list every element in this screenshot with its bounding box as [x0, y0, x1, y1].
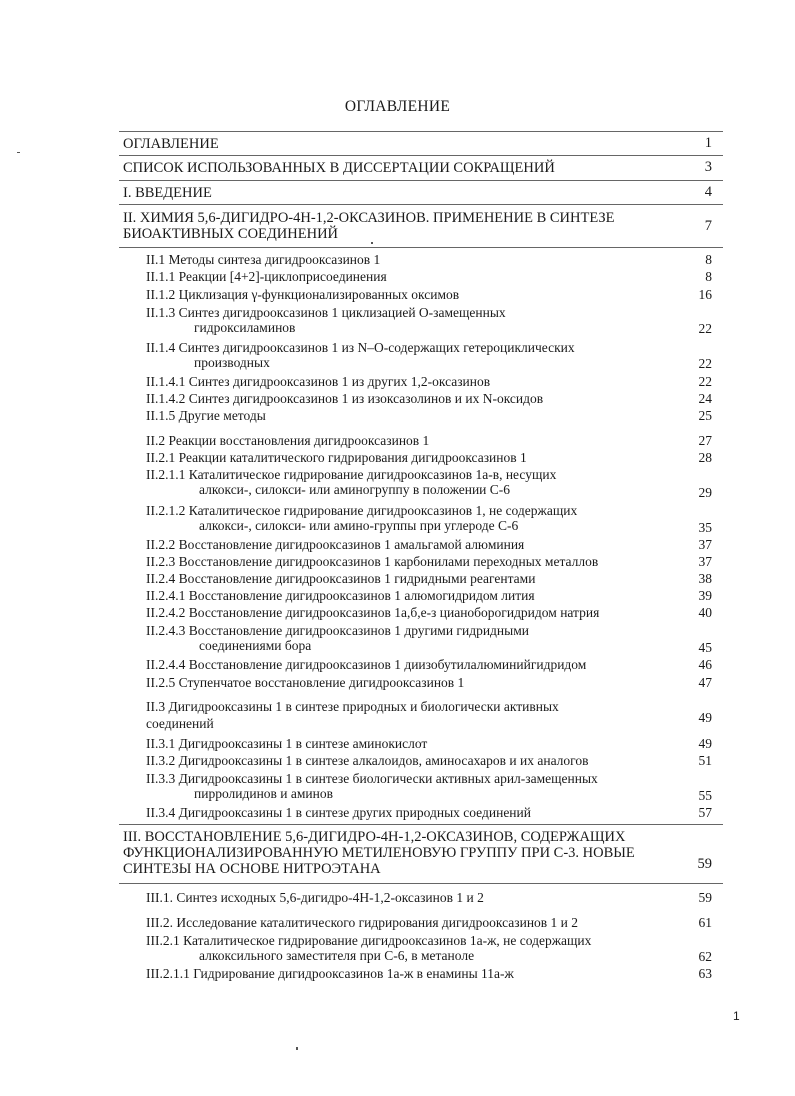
toc-entry[interactable]: [146, 554, 598, 569]
toc-entry[interactable]: [146, 269, 387, 284]
toc-entry-page: 59: [697, 856, 712, 872]
toc-entry-page: 40: [698, 605, 712, 620]
toc-entry[interactable]: [146, 623, 529, 653]
toc-entry-page: 3: [704, 159, 712, 175]
toc-entry-page: 8: [705, 269, 712, 284]
toc-entry-title-cont: производных: [194, 355, 270, 370]
toc-entry-title: II.2.3 Восстановление дигидрооксазинов 1 карбонилами переходных металлов: [146, 554, 599, 569]
toc-entry-title: II.2.2 Восстановление дигидрооксазинов 1 амальгамой алюминия: [146, 537, 525, 552]
toc-entry-title: II.2.4.4 Восстановление дигидрооксазинов 1 диизобутилалюминийгидридом: [146, 657, 587, 672]
toc-entry-title: I. ВВЕДЕНИЕ: [123, 185, 212, 201]
toc-entry-page: 16: [698, 287, 712, 302]
toc-entry-title: II. ХИМИЯ 5,6-ДИГИДРО-4H-1,2-ОКСАЗИНОВ. ПРИМЕНЕНИЕ В СИНТЕЗЕ: [123, 210, 615, 226]
toc-entry-title: СПИСОК ИСПОЛЬЗОВАННЫХ В ДИССЕРТАЦИИ СОКРАЩЕНИЙ: [123, 160, 555, 176]
toc-entry-page: 51: [698, 753, 712, 768]
scan-speck: [17, 152, 20, 153]
toc-entry[interactable]: [146, 374, 490, 389]
divider: [119, 180, 723, 181]
toc-entry[interactable]: [146, 571, 535, 586]
toc-entry-page: 22: [698, 321, 712, 336]
toc-entry[interactable]: [146, 450, 527, 465]
divider: [119, 155, 723, 156]
toc-entry[interactable]: [146, 771, 598, 801]
toc-entry[interactable]: [146, 503, 577, 533]
toc-entry[interactable]: [123, 829, 635, 877]
toc-entry-title: II.2.4.3 Восстановление дигидрооксазинов 1 другими гидридными: [146, 623, 529, 638]
page-number: 1: [733, 1009, 740, 1023]
toc-entry[interactable]: [146, 915, 578, 930]
toc-entry-title: ОГЛАВЛЕНИЕ: [123, 136, 219, 152]
toc-entry-page: 24: [698, 391, 712, 406]
toc-entry-page: 7: [704, 218, 712, 234]
toc-entry-title: III.1. Синтез исходных 5,6-дигидро-4H-1,2-оксазинов 1 и 2: [146, 890, 484, 905]
toc-entry-title-cont: алкоксильного заместителя при С-6, в метаноле: [199, 948, 475, 963]
toc-entry-title: II.2.1.1 Каталитическое гидрирование дигидрооксазинов 1а-в, несущих: [146, 467, 557, 482]
toc-entry-page: 29: [698, 485, 712, 500]
toc-entry[interactable]: [123, 160, 555, 176]
toc-entry-page: 27: [698, 433, 712, 448]
toc-entry-title: II.3 Дигидрооксазины 1 в синтезе природных и биологически активных: [146, 699, 559, 714]
toc-entry[interactable]: [146, 391, 543, 406]
toc-entry-page: 28: [698, 450, 712, 465]
toc-entry-page: 4: [704, 184, 712, 200]
toc-entry-title: II.1.1 Реакции [4+2]-циклоприсоединения: [146, 269, 387, 284]
toc-entry-page: 8: [705, 252, 712, 267]
toc-entry[interactable]: [146, 340, 575, 370]
scan-speck: [371, 242, 373, 244]
toc-entry-page: 35: [698, 520, 712, 535]
toc-entry-page: 57: [698, 805, 712, 820]
toc-entry-title: II.2.4 Восстановление дигидрооксазинов 1 гидридными реагентами: [146, 571, 536, 586]
toc-entry-title: II.2.1 Реакции каталитического гидрирования дигидрооксазинов 1: [146, 450, 527, 465]
divider: [119, 247, 723, 248]
toc-entry[interactable]: [146, 433, 429, 448]
toc-entry[interactable]: [146, 699, 559, 731]
toc-entry-title: II.2.4.1 Восстановление дигидрооксазинов 1 алюмогидридом лития: [146, 588, 535, 603]
toc-entry[interactable]: [146, 753, 589, 768]
toc-entry[interactable]: [123, 136, 219, 152]
toc-entry[interactable]: [123, 185, 212, 201]
toc-entry[interactable]: [146, 467, 556, 497]
toc-entry-title: II.2.4.2 Восстановление дигидрооксазинов 1а,б,е-з цианоборогидридом натрия: [146, 605, 600, 620]
toc-entry-title: III. ВОССТАНОВЛЕНИЕ 5,6-ДИГИДРО-4H-1,2-ОКСАЗИНОВ, СОДЕРЖАЩИХ: [123, 829, 626, 845]
toc-entry[interactable]: [146, 252, 380, 267]
toc-entry-page: 37: [698, 537, 712, 552]
scan-speck: [296, 1047, 298, 1050]
toc-entry-title-cont: алкокси-, силокси- или амино-группы при углероде С-6: [199, 518, 519, 533]
toc-entry-title-cont: БИОАКТИВНЫХ СОЕДИНЕНИЙ: [123, 226, 339, 242]
toc-entry-page: 22: [698, 356, 712, 371]
toc-entry-page: 63: [698, 966, 712, 981]
toc-entry-title: II.1.2 Циклизация γ-функционализированных оксимов: [146, 287, 460, 302]
toc-entry-page: 37: [698, 554, 712, 569]
toc-entry-title: III.2.1.1 Гидрирование дигидрооксазинов 1а-ж в енамины 11а-ж: [146, 966, 514, 981]
toc-entry-title-cont: гидроксиламинов: [194, 320, 296, 335]
toc-entry-page: 25: [698, 408, 712, 423]
toc-entry-page: 61: [698, 915, 712, 930]
toc-entry-title: II.1.5 Другие методы: [146, 408, 266, 423]
toc-entry[interactable]: [146, 675, 464, 690]
toc-entry[interactable]: [146, 588, 535, 603]
toc-entry-title: II.1.4.2 Синтез дигидрооксазинов 1 из изоксазолинов и их N-оксидов: [146, 391, 544, 406]
toc-entry-title: II.1.4.1 Синтез дигидрооксазинов 1 из других 1,2-оксазинов: [146, 374, 491, 389]
toc-entry-title-cont: алкокси-, силокси- или аминогруппу в положении С-6: [199, 482, 511, 497]
toc-entry[interactable]: [146, 537, 524, 552]
toc-entry-page: 49: [698, 710, 712, 725]
divider: [119, 131, 723, 132]
toc-entry[interactable]: [146, 305, 506, 335]
toc-entry-page: 22: [698, 374, 712, 389]
toc-entry[interactable]: [146, 736, 427, 751]
toc-entry[interactable]: [146, 605, 599, 620]
page-title: ОГЛАВЛЕНИЕ: [344, 98, 451, 115]
toc-entry[interactable]: [146, 933, 591, 963]
toc-entry-title: II.3.1 Дигидрооксазины 1 в синтезе аминокислот: [146, 736, 428, 751]
toc-entry[interactable]: [146, 408, 266, 423]
toc-entry-page: 55: [698, 788, 712, 803]
toc-entry-title: II.3.4 Дигидрооксазины 1 в синтезе других природных соединений: [146, 805, 531, 820]
toc-entry-page: 47: [698, 675, 712, 690]
toc-entry-title: II.2.1.2 Каталитическое гидрирование дигидрооксазинов 1, не содержащих: [146, 503, 578, 518]
toc-entry-page: 39: [698, 588, 712, 603]
toc-entry[interactable]: [146, 287, 459, 302]
toc-entry-page: 45: [698, 640, 712, 655]
toc-entry-page: 62: [698, 949, 712, 964]
toc-entry-title: II.2 Реакции восстановления дигидрооксазинов 1: [146, 433, 430, 448]
toc-entry-title-cont: пирролидинов и аминов: [194, 786, 334, 801]
toc-entry-title-cont: ФУНКЦИОНАЛИЗИРОВАННУЮ МЕТИЛЕНОВУЮ ГРУППУ ПРИ С-3. НОВЫЕ: [123, 845, 635, 861]
divider: [119, 204, 723, 205]
toc-entry-page: 49: [698, 736, 712, 751]
toc-entry-page: 1: [704, 135, 712, 151]
toc-entry-title: II.3.3 Дигидрооксазины 1 в синтезе биологически активных арил-замещенных: [146, 771, 598, 786]
toc-entry-title-cont: соединений: [146, 716, 214, 731]
toc-entry-title-cont: СИНТЕЗЫ НА ОСНОВЕ НИТРОЭТАНА: [123, 861, 381, 877]
toc-entry-page: 46: [698, 657, 712, 672]
toc-entry[interactable]: [146, 657, 586, 672]
toc-entry[interactable]: [146, 890, 484, 905]
toc-entry[interactable]: [123, 210, 615, 242]
toc-entry[interactable]: [146, 805, 531, 820]
toc-entry-title: III.2. Исследование каталитического гидрирования дигидрооксазинов 1 и 2: [146, 915, 579, 930]
divider: [119, 883, 723, 884]
toc-entry[interactable]: [146, 966, 514, 981]
toc-entry-title-cont: соединениями бора: [199, 638, 312, 653]
toc-entry-title: III.2.1 Каталитическое гидрирование дигидрооксазинов 1а-ж, не содержащих: [146, 933, 592, 948]
divider: [119, 824, 723, 825]
toc-entry-title: II.1.4 Синтез дигидрооксазинов 1 из N–O-содержащих гетероциклических: [146, 340, 575, 355]
toc-entry-page: 59: [698, 890, 712, 905]
toc-entry-page: 38: [698, 571, 712, 586]
toc-entry-title: II.1.3 Синтез дигидрооксазинов 1 циклизацией О-замещенных: [146, 305, 506, 320]
toc-entry-title: II.2.5 Ступенчатое восстановление дигидрооксазинов 1: [146, 675, 465, 690]
toc-entry-title: II.1 Методы синтеза дигидрооксазинов 1: [146, 252, 381, 267]
toc-entry-title: II.3.2 Дигидрооксазины 1 в синтезе алкалоидов, аминосахаров и их аналогов: [146, 753, 589, 768]
